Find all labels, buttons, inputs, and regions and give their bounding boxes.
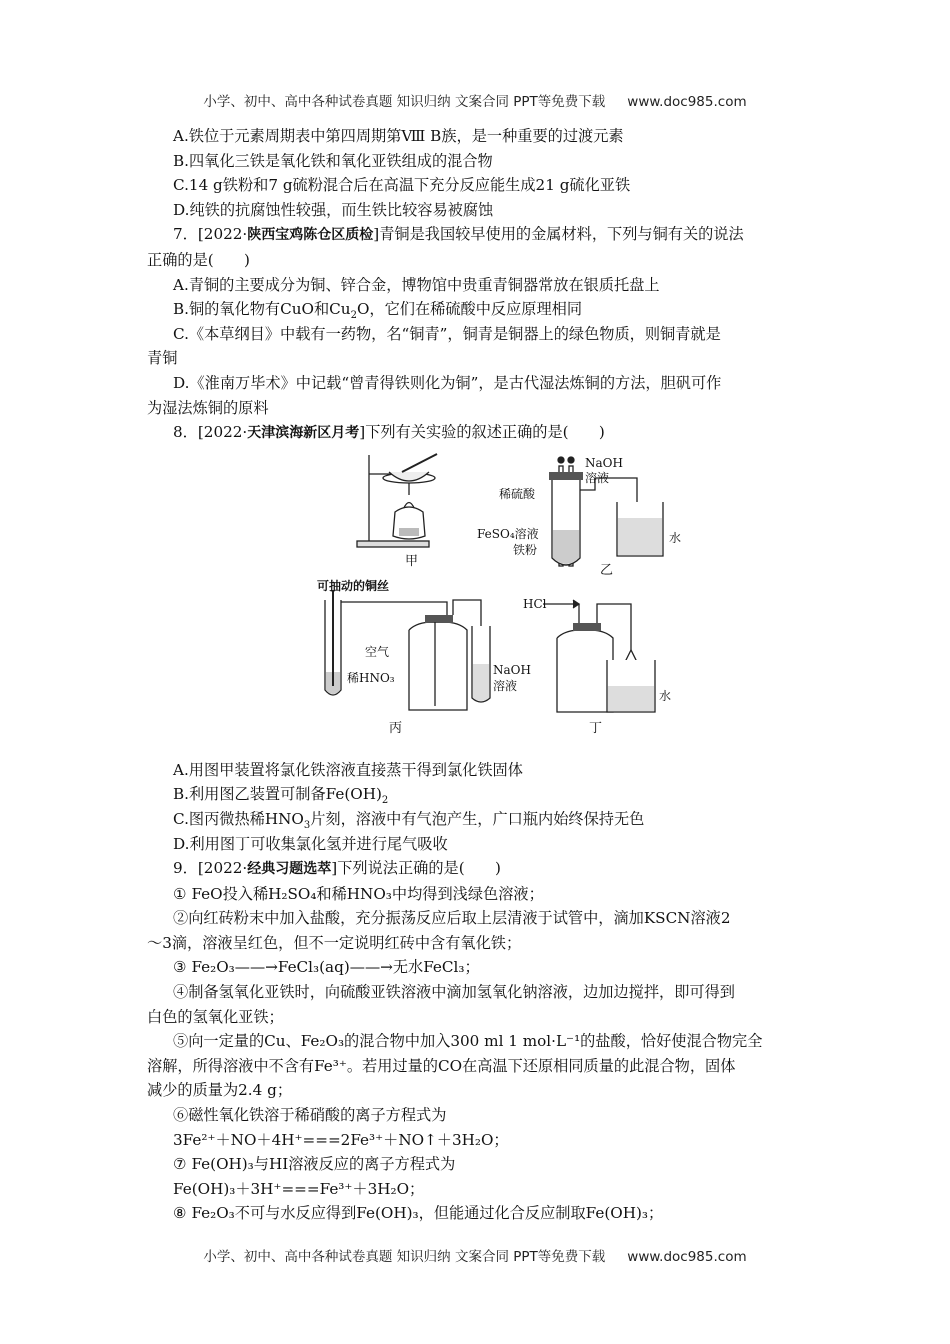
q9-statement-2-cont: ～3滴，溶液呈红色，但不一定说明红砖中含有氧化铁； [147,933,522,952]
q8-option-b [147,782,807,807]
q6-option-a: A.铁位于元素周期表中第四周期第Ⅷ B族，是一种重要的过渡元素 [173,127,624,145]
banner-site-link[interactable]: www.doc985.com [627,94,747,110]
q8-source: 天津滨海新区月考 [247,425,360,442]
q9-statement-6: ⑥磁性氧化铁溶于稀硝酸的离子方程式为 [173,1106,447,1125]
apparatus-diagram [147,450,807,750]
q7-option-b [147,297,807,322]
footer-site-link[interactable]: www.doc985.com [627,1249,747,1265]
q6-option-b: B.四氧化三铁是氧化铁和氧化亚铁组成的混合物 [173,151,493,170]
q8-stem-text: ]下列有关实验的叙述正确的是( ) [359,423,605,442]
q8-option-a: A.用图甲装置将氯化铁溶液直接蒸干得到氯化铁固体 [173,760,523,779]
label-naoh-2: NaOH [493,662,531,677]
q7-option-d: D.《淮南万毕术》中记载“曾青得铁则化为铜”，是古代湿法炼铜的方法，胆矾可作 [173,373,722,392]
q9-statement-7: ⑦ Fe(OH)₃与HI溶液反应的离子方程式为 [173,1155,456,1174]
label-shui-2: 水 [659,688,672,703]
label-ding: 丁 [589,720,603,736]
apparatus-ding [523,597,671,736]
q9-statement-4: ④制备氢氧化亚铁时，向硫酸亚铁溶液中滴加氢氧化钠溶液，边加边搅拌，即可得到 [173,983,735,1002]
q8-number: 8．[2022· [173,423,248,442]
q7-number: 7．[2022· [173,225,248,244]
q7-b-post: O，它们在稀硫酸中反应原理相同 [356,300,583,319]
q7-stem-text: ]青铜是我国较早使用的金属材料，下列与铜有关的说法 [373,225,744,244]
q8-stem [147,420,807,446]
q9-number: 9．[2022· [173,859,248,878]
q7-stem [147,222,807,248]
q6-option-c: C.14 g铁粉和7 g硫粉混合后在高温下充分反应能生成21 g硫化亚铁 [173,176,631,195]
q8-option-d: D.利用图丁可收集氯化氢并进行尾气吸收 [173,834,448,853]
q9-statement-3: ③ Fe₂O₃——→FeCl₃(aq)——→无水FeCl₃； [173,958,480,977]
label-tiefen: 铁粉 [513,542,538,557]
q9-stem [147,856,807,882]
q9-statement-5-cont: 溶解，所得溶液中不含有Fe³⁺。若用过量的CO在高温下还原相同质量的此混合物，固体 [147,1056,736,1075]
q9-source: 经典习题选萃 [247,861,332,878]
apparatus-figure [147,450,807,750]
footer-banner-text: 小学、初中、高中各种试卷真题 知识归纳 文案合同 PPT等免费下载 [203,1249,606,1265]
apparatus-yi [477,456,681,578]
q8-c-post: 片刻，溶液中有气泡产生，广口瓶内始终保持无色 [310,809,645,828]
q9-statement-8: ⑧ Fe₂O₃不可与水反应得到Fe(OH)₃，但能通过化合反应制取Fe(OH)₃； [173,1204,664,1223]
q7-option-d-cont: 为湿法炼铜的原料 [147,398,269,417]
label-feso4: FeSO₄溶液 [477,526,539,541]
q9-statement-1: ① FeO投入稀H₂SO₄和稀HNO₃中均得到浅绿色溶液； [173,884,544,903]
q8-option-c [147,807,807,832]
q8-b-pre: B.利用图乙装置可制备Fe(OH) [173,785,382,804]
banner-text: 小学、初中、高中各种试卷真题 知识归纳 文案合同 PPT等免费下载 [203,94,606,110]
label-bing: 丙 [389,720,403,736]
q6-option-d: D.纯铁的抗腐蚀性较强，而生铁比较容易被腐蚀 [173,200,494,219]
q7-option-c-cont: 青铜 [147,349,178,368]
label-jia: 甲 [405,553,419,569]
q9-stem-text: ]下列说法正确的是( ) [331,859,501,878]
label-xiliusuan: 稀硫酸 [499,486,536,501]
q9-statement-2: ②向红砖粉末中加入盐酸，充分振荡反应后取上层清液于试管中，滴加KSCN溶液2 [173,909,731,928]
q7-option-c: C.《本草纲目》中载有一药物，名“铜青”，铜青是铜器上的绿色物质，则铜青就是 [173,324,721,343]
q7-b-pre: B.铜的氧化物有CuO和Cu [173,300,351,319]
label-xihno3: 稀HNO₃ [347,670,395,685]
label-shui-1: 水 [669,530,682,545]
q8-c-pre: C.图丙微热稀HNO [173,809,304,828]
label-naoh-1: NaOH [585,455,623,470]
q7-option-a: A.青铜的主要成分为铜、锌合金，博物馆中贵重青铜器常放在银质托盘上 [173,275,660,294]
label-tongsi: 可抽动的铜丝 [317,578,390,593]
q9-statement-5: ⑤向一定量的Cu、Fe₂O₃的混合物中加入300 ml 1 mol·L⁻¹的盐酸，恰好使混合物完全 [173,1032,763,1051]
label-yi: 乙 [600,562,614,578]
q8-c-sub: 3 [303,819,311,831]
label-kongqi: 空气 [365,644,390,659]
q7-stem-cont: 正确的是( ) [147,250,250,269]
label-rongye-1: 溶液 [585,470,610,485]
apparatus-bing [317,578,531,736]
document-body [147,124,807,1226]
q7-b-sub: 2 [350,310,357,322]
q8-b-sub: 2 [381,795,389,807]
q7-source: 陕西宝鸡陈仓区质检 [247,227,374,244]
label-hcl: HCl [523,596,547,611]
q9-statement-7-equation: Fe(OH)₃＋3H⁺===Fe³⁺＋3H₂O； [173,1179,425,1198]
q9-statement-5-cont2: 减少的质量为2.4 g； [147,1081,293,1100]
footer-banner [0,1245,950,1265]
label-rongye-2: 溶液 [493,678,518,693]
q9-statement-6-equation: 3Fe²⁺＋NO＋4H⁺===2Fe³⁺＋NO↑＋3H₂O； [173,1130,509,1149]
apparatus-jia [357,454,437,569]
header-banner [0,90,950,110]
q9-statement-4-cont: 白色的氢氧化亚铁； [147,1007,284,1026]
